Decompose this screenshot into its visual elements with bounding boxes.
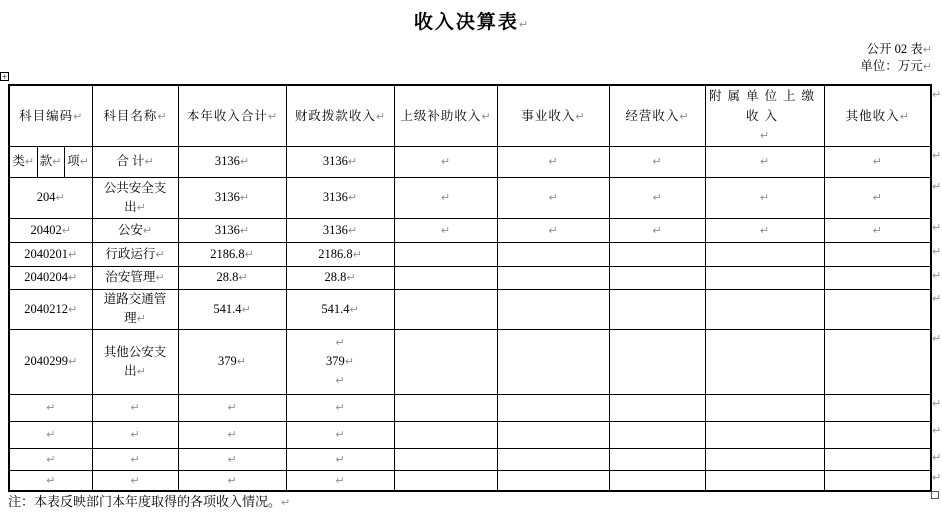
paragraph-mark: ↵	[136, 364, 146, 378]
end-of-row-mark: ↵	[932, 221, 942, 234]
empty-cell[interactable]	[497, 394, 609, 421]
end-of-row-mark: ↵	[932, 245, 942, 258]
empty-cell[interactable]	[394, 470, 497, 491]
paragraph-mark: ↵	[440, 191, 451, 204]
cell-code[interactable]: 2040201↵	[9, 242, 92, 266]
empty-cell[interactable]	[824, 329, 931, 394]
paragraph-mark: ↵	[155, 271, 165, 284]
paragraph-mark: ↵	[136, 200, 146, 214]
empty-code-cell[interactable]	[9, 421, 92, 448]
empty-cell[interactable]	[705, 146, 824, 177]
col-header-operating-income[interactable]: 经营收入↵	[609, 85, 705, 146]
paragraph-mark: ↵	[46, 428, 56, 441]
empty-cell[interactable]	[497, 329, 609, 394]
paragraph-mark: ↵	[922, 43, 932, 56]
empty-cell[interactable]	[705, 177, 824, 218]
empty-cell[interactable]	[178, 448, 286, 470]
paragraph-mark: ↵	[130, 452, 140, 466]
paragraph-mark: ↵	[55, 191, 65, 204]
paragraph-mark: ↵	[68, 247, 78, 261]
end-of-row-mark: ↵	[932, 269, 942, 282]
subcol-kuan[interactable]: 款↵	[37, 146, 64, 177]
paragraph-mark: ↵	[144, 155, 154, 168]
empty-code-cell[interactable]	[9, 448, 92, 470]
end-of-row-mark: ↵	[932, 332, 942, 345]
paragraph-mark: ↵	[759, 191, 770, 204]
paragraph-mark: ↵	[548, 223, 558, 237]
empty-cell[interactable]	[705, 242, 824, 266]
footnote	[8, 491, 290, 510]
empty-cell[interactable]	[394, 421, 497, 448]
paragraph-mark: ↵	[872, 191, 882, 204]
paragraph-mark: ↵	[130, 473, 140, 487]
paragraph-mark: ↵	[52, 155, 62, 168]
empty-cell[interactable]	[824, 177, 931, 218]
paragraph-mark: ↵	[440, 223, 451, 237]
paragraph-mark: ↵	[347, 191, 358, 204]
paragraph-mark: ↵	[335, 374, 345, 387]
empty-cell[interactable]	[394, 177, 497, 218]
empty-cell[interactable]	[497, 421, 609, 448]
page-title: 收入决算表	[413, 12, 519, 33]
paragraph-mark: ↵	[349, 302, 359, 316]
empty-cell[interactable]	[824, 289, 931, 329]
end-of-row-mark: ↵	[932, 471, 942, 484]
empty-cell[interactable]	[394, 218, 497, 242]
col-header-business-income[interactable]: 事业收入↵	[497, 85, 609, 146]
empty-cell[interactable]	[394, 266, 497, 289]
col-header-other-income[interactable]: 其他收入↵	[824, 85, 931, 146]
empty-cell[interactable]	[286, 421, 394, 448]
empty-cell[interactable]	[178, 421, 286, 448]
paragraph-mark: ↵	[759, 155, 770, 168]
cell-total[interactable]: 28.8↵	[178, 266, 286, 289]
empty-cell[interactable]	[824, 470, 931, 491]
paragraph-mark: ↵	[872, 223, 882, 237]
empty-cell[interactable]	[705, 448, 824, 470]
empty-cell[interactable]	[705, 218, 824, 242]
paragraph-mark: ↵	[872, 155, 882, 168]
end-of-row-mark: ↵	[932, 451, 942, 464]
paragraph-mark: ↵	[281, 496, 291, 509]
cell-total[interactable]: 3136↵	[178, 218, 286, 242]
empty-cell[interactable]	[824, 266, 931, 289]
cell-total[interactable]: 3136↵	[178, 177, 286, 218]
empty-cell[interactable]	[497, 289, 609, 329]
empty-code-cell[interactable]	[9, 394, 92, 421]
empty-cell[interactable]	[705, 289, 824, 329]
paragraph-mark: ↵	[575, 109, 585, 123]
cell-name-total[interactable]: 合 计↵	[92, 146, 178, 177]
empty-cell[interactable]	[705, 394, 824, 421]
empty-cell[interactable]	[92, 421, 178, 448]
cell-name[interactable]: 道路交通管理↵	[92, 289, 178, 329]
empty-cell[interactable]	[824, 146, 931, 177]
empty-cell[interactable]	[92, 448, 178, 470]
empty-cell[interactable]	[286, 470, 394, 491]
cell-total[interactable]: 541.4↵	[178, 289, 286, 329]
cell-name[interactable]: 其他公安支出↵	[92, 329, 178, 394]
cell-fiscal[interactable]: 3136↵	[286, 177, 394, 218]
empty-cell[interactable]	[824, 242, 931, 266]
empty-cell[interactable]	[394, 289, 497, 329]
empty-cell[interactable]	[609, 177, 705, 218]
paragraph-mark: ↵	[136, 312, 146, 325]
empty-cell[interactable]	[497, 218, 609, 242]
paragraph-mark: ↵	[652, 155, 662, 168]
income-table	[8, 84, 932, 492]
paragraph-mark: ↵	[157, 109, 167, 123]
empty-cell[interactable]	[824, 218, 931, 242]
cell-fiscal[interactable]: 2186.8↵	[286, 242, 394, 266]
empty-cell[interactable]	[705, 470, 824, 491]
empty-cell[interactable]	[705, 421, 824, 448]
empty-cell[interactable]	[609, 146, 705, 177]
table-resize-handle[interactable]	[931, 491, 939, 499]
paragraph-mark: ↵	[899, 109, 909, 123]
paragraph-mark: ↵	[130, 428, 140, 441]
paragraph-mark: ↵	[73, 109, 83, 123]
paragraph-mark: ↵	[335, 401, 345, 414]
cell-code[interactable]: 2040204↵	[9, 266, 92, 289]
paragraph-mark: ↵	[922, 60, 932, 73]
empty-cell[interactable]	[824, 448, 931, 470]
paragraph-mark: ↵	[759, 129, 770, 143]
paragraph-mark: ↵	[142, 223, 153, 237]
paragraph-mark: ↵	[347, 155, 358, 168]
subcol-lei[interactable]: 类↵	[9, 146, 37, 177]
paragraph-mark: ↵	[68, 302, 78, 316]
cell-total[interactable]: 379↵	[178, 329, 286, 394]
paragraph-mark: ↵	[548, 191, 558, 204]
empty-cell[interactable]	[609, 394, 705, 421]
paragraph-mark: ↵	[335, 452, 345, 466]
empty-cell[interactable]	[609, 470, 705, 491]
paragraph-mark: ↵	[227, 401, 237, 414]
end-of-row-mark: ↵	[932, 292, 942, 305]
empty-cell[interactable]	[178, 470, 286, 491]
paragraph-mark: ↵	[79, 155, 89, 168]
paragraph-mark: ↵	[335, 428, 345, 441]
cell-code[interactable]: 2040212↵	[9, 289, 92, 329]
sheet-number-label: 公开 02 表↵	[866, 42, 932, 56]
paragraph-mark: ↵	[335, 336, 345, 349]
paragraph-mark: ↵	[652, 191, 662, 204]
paragraph-mark: ↵	[375, 109, 386, 123]
paragraph-mark: ↵	[344, 355, 354, 368]
empty-cell[interactable]	[394, 146, 497, 177]
cell-total[interactable]: 3136↵	[178, 146, 286, 177]
paragraph-mark: ↵	[548, 155, 558, 168]
paragraph-mark: ↵	[46, 473, 56, 487]
empty-cell[interactable]	[394, 242, 497, 266]
empty-cell[interactable]	[286, 448, 394, 470]
paragraph-mark: ↵	[352, 247, 362, 261]
paragraph-mark: ↵	[68, 271, 78, 284]
cell-fiscal[interactable]: 541.4↵	[286, 289, 394, 329]
paragraph-mark: ↵	[130, 401, 140, 414]
cell-name[interactable]: 行政运行↵	[92, 242, 178, 266]
empty-cell[interactable]	[178, 394, 286, 421]
paragraph-mark: ↵	[239, 223, 250, 237]
empty-cell[interactable]	[824, 421, 931, 448]
paragraph-mark: ↵	[347, 223, 358, 237]
end-of-row-mark: ↵	[932, 88, 942, 101]
paragraph-mark: ↵	[244, 247, 254, 261]
cell-code[interactable]: 2040299↵	[9, 329, 92, 394]
footnote-text: 注：本表反映部门本年度取得的各项收入情况。	[8, 494, 282, 509]
paragraph-mark: ↵	[759, 223, 770, 237]
cell-code[interactable]: 20402↵	[9, 218, 92, 242]
paragraph-mark: ↵	[68, 355, 78, 368]
cell-code[interactable]: 204↵	[9, 177, 92, 218]
cell-fiscal[interactable]: 3136↵	[286, 146, 394, 177]
empty-cell[interactable]	[609, 421, 705, 448]
cell-fiscal[interactable]: 3136↵	[286, 218, 394, 242]
paragraph-mark: ↵	[46, 452, 56, 466]
empty-cell[interactable]	[497, 242, 609, 266]
empty-cell[interactable]	[705, 329, 824, 394]
end-of-row-mark: ↵	[932, 180, 942, 193]
paragraph-mark: ↵	[652, 223, 662, 237]
empty-cell[interactable]	[609, 266, 705, 289]
paragraph-mark: ↵	[241, 302, 251, 316]
empty-cell[interactable]	[497, 470, 609, 491]
paragraph-mark: ↵	[239, 155, 250, 168]
col-header-superior-subsidy[interactable]: 上级补助收入↵	[394, 85, 497, 146]
cell-name[interactable]: 治安管理↵	[92, 266, 178, 289]
paragraph-mark: ↵	[440, 155, 451, 168]
col-header-total-income[interactable]: 本年收入合计↵	[178, 85, 286, 146]
empty-cell[interactable]	[609, 218, 705, 242]
col-header-affiliated-remit[interactable]: 附属单位上缴收入↵	[705, 85, 824, 146]
paragraph-mark: ↵	[236, 355, 246, 368]
col-header-subject-code[interactable]: 科目编码↵	[9, 85, 92, 146]
paragraph-mark: ↵	[238, 271, 248, 284]
empty-cell[interactable]	[286, 394, 394, 421]
empty-cell[interactable]	[705, 266, 824, 289]
unit-label: 单位：万元↵	[860, 59, 932, 73]
cell-name[interactable]: 公共安全支出↵	[92, 177, 178, 218]
empty-cell[interactable]	[824, 394, 931, 421]
empty-cell[interactable]	[394, 448, 497, 470]
end-of-row-mark: ↵	[932, 149, 942, 162]
empty-cell[interactable]	[609, 289, 705, 329]
title-row	[0, 7, 942, 34]
paragraph-mark: ↵	[481, 109, 491, 123]
empty-cell[interactable]	[497, 266, 609, 289]
subcol-xiang[interactable]: 项↵	[64, 146, 92, 177]
paragraph-mark: ↵	[267, 109, 278, 123]
paragraph-mark: ↵	[679, 109, 689, 123]
empty-code-cell[interactable]	[9, 470, 92, 491]
empty-cell[interactable]	[92, 394, 178, 421]
empty-cell[interactable]	[394, 329, 497, 394]
paragraph-mark: ↵	[227, 473, 237, 487]
paragraph-mark: ↵	[24, 155, 35, 168]
cell-fiscal[interactable]: ↵ 379↵ ↵	[286, 329, 394, 394]
empty-cell[interactable]	[497, 146, 609, 177]
end-of-row-mark: ↵	[932, 397, 942, 410]
empty-cell[interactable]	[497, 448, 609, 470]
col-header-subject-name[interactable]: 科目名称↵	[92, 85, 178, 146]
cell-fiscal[interactable]: 28.8↵	[286, 266, 394, 289]
paragraph-mark: ↵	[227, 428, 237, 441]
paragraph-mark: ↵	[239, 191, 250, 204]
end-of-row-mark: ↵	[932, 424, 942, 437]
cell-total[interactable]: 2186.8↵	[178, 242, 286, 266]
empty-cell[interactable]	[92, 470, 178, 491]
paragraph-mark: ↵	[61, 223, 71, 237]
empty-cell[interactable]	[609, 448, 705, 470]
paragraph-mark: ↵	[227, 452, 237, 466]
paragraph-mark: ↵	[518, 18, 529, 31]
paragraph-mark: ↵	[335, 473, 345, 487]
paragraph-mark: ↵	[155, 247, 165, 261]
paragraph-mark: ↵	[346, 271, 356, 284]
empty-cell[interactable]	[394, 394, 497, 421]
cell-name[interactable]: 公安↵	[92, 218, 178, 242]
table-move-handle[interactable]: +	[1, 72, 8, 82]
empty-cell[interactable]	[609, 242, 705, 266]
paragraph-mark: ↵	[46, 401, 56, 414]
empty-cell[interactable]	[609, 329, 705, 394]
col-header-fiscal-allocation[interactable]: 财政拨款收入↵	[286, 85, 394, 146]
empty-cell[interactable]	[497, 177, 609, 218]
